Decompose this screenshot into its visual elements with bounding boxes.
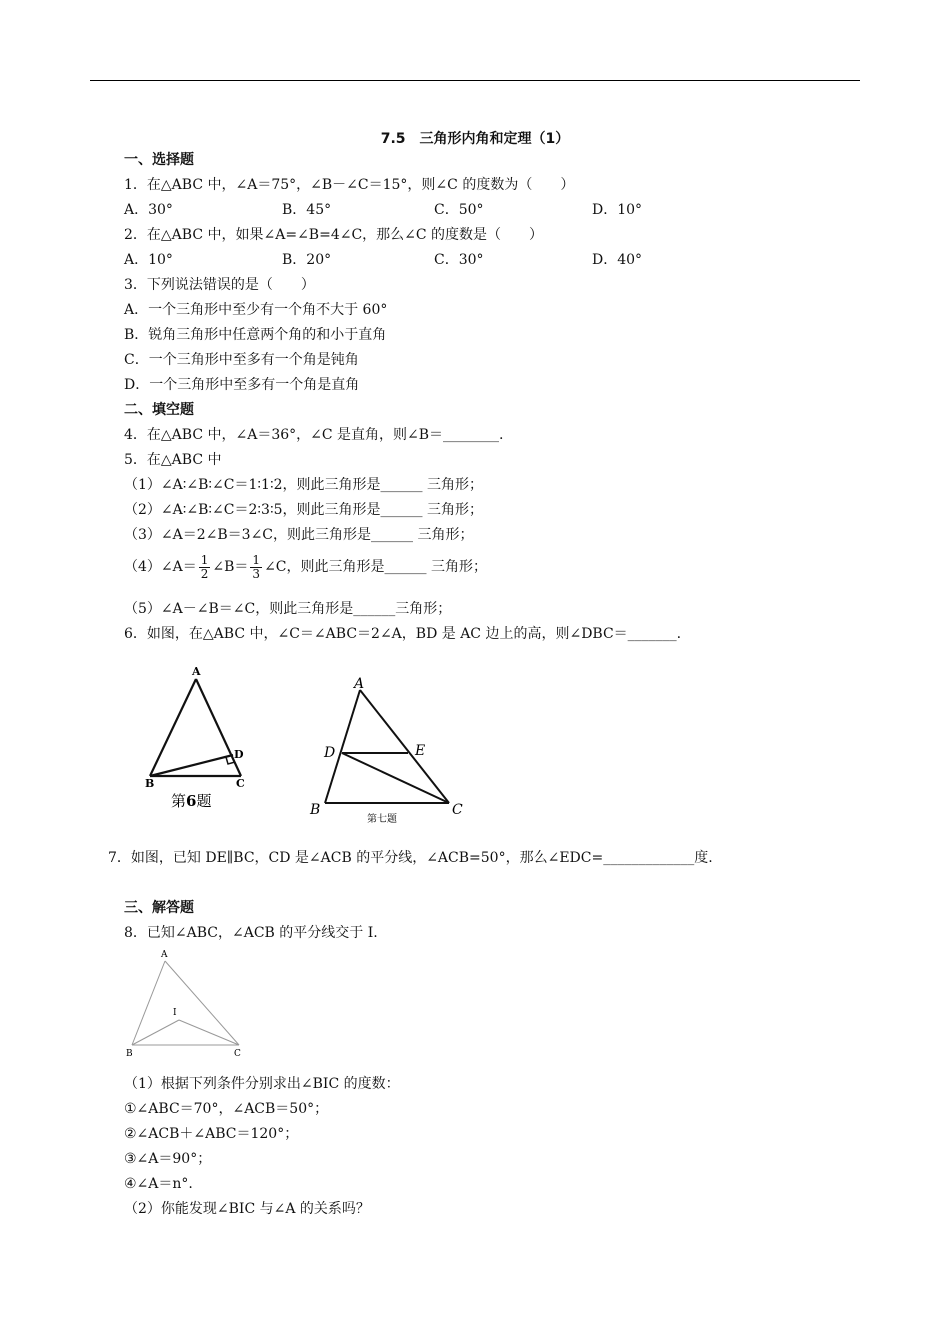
- q2-option-d: D．40°: [592, 252, 643, 268]
- q7: 7．如图，已知 DE∥BC，CD 是∠ACB 的平分线，∠ACB=50°，那么∠EDC=_____________度.: [108, 850, 713, 866]
- section-solve: 三、解答题: [124, 900, 194, 916]
- q3-stem: 3．下列说法错误的是（ ）: [124, 277, 315, 293]
- fig7-caption: 第七题: [367, 814, 397, 825]
- figure-8: [122, 945, 252, 1065]
- q3-option-d: D．一个三角形中至多有一个角是直角: [124, 377, 360, 393]
- q1-option-c: C．50°: [434, 202, 484, 218]
- section-choice: 一、选择题: [124, 152, 194, 168]
- q1-option-b: B．45°: [282, 202, 332, 218]
- q1-stem: 1．在△ABC 中，∠A＝75°，∠B－∠C＝15°，则∠C 的度数为（ ）: [124, 177, 575, 193]
- fig6-label-d: D: [234, 748, 244, 761]
- q5-part4-pre: （4）∠A＝: [124, 559, 197, 575]
- q3-option-a: A．一个三角形中至少有一个角不大于 60°: [124, 302, 388, 318]
- fig6-caption: 第6题: [171, 792, 212, 810]
- q8-cond2: ②∠ACB＋∠ABC＝120°；: [124, 1126, 299, 1142]
- fig8-label-c: C: [234, 1049, 241, 1059]
- q8-cond3: ③∠A＝90°；: [124, 1151, 212, 1167]
- q5-part4-post: ∠C，则此三角形是______ 三角形；: [264, 559, 487, 575]
- fig7-side-ac: [360, 690, 449, 803]
- fig7-label-a: A: [354, 676, 365, 692]
- header-rule: [90, 80, 860, 81]
- q3-option-b: B．锐角三角形中任意两个角的和小于直角: [124, 327, 387, 343]
- q6: 6．如图，在△ABC 中，∠C＝∠ABC＝2∠A，BD 是 AC 边上的高，则∠DBC＝_______.: [124, 626, 682, 642]
- fig8-label-i: I: [173, 1008, 177, 1018]
- q5-part5: （5）∠A－∠B＝∠C，则此三角形是______三角形；: [124, 601, 452, 617]
- q3-option-c: C．一个三角形中至多有一个角是钝角: [124, 352, 359, 368]
- section-fill: 二、填空题: [124, 402, 194, 418]
- q1-option-a: A．30°: [124, 202, 173, 218]
- q8-sub2: （2）你能发现∠BIC 与∠A 的关系吗？: [124, 1201, 370, 1217]
- q8-sub1: （1）根据下列条件分别求出∠BIC 的度数：: [124, 1076, 400, 1092]
- q5-part4: [124, 552, 487, 582]
- q2-stem: 2．在△ABC 中，如果∠A=∠B=4∠C，那么∠C 的度数是（ ）: [124, 227, 544, 243]
- fig6-label-b: B: [145, 777, 155, 790]
- q8-cond4: ④∠A＝n°.: [124, 1176, 193, 1192]
- fig6-label-c: C: [236, 777, 245, 790]
- fig7-label-d: D: [324, 745, 336, 761]
- fig6-side-ab: [150, 679, 196, 776]
- fig8-segment-ci: [179, 1020, 239, 1045]
- page-title: 7.5 三角形内角和定理（1）: [380, 131, 570, 147]
- q5-part1: （1）∠A∶∠B∶∠C＝1∶1∶2，则此三角形是______ 三角形；: [124, 477, 483, 493]
- q4: 4．在△ABC 中，∠A＝36°，∠C 是直角，则∠B＝________.: [124, 427, 504, 443]
- figure-6: [140, 665, 260, 815]
- fig6-label-a: A: [192, 665, 201, 678]
- q8-stem: 8．已知∠ABC，∠ACB 的平分线交于 I.: [124, 925, 378, 941]
- fig8-label-b: B: [126, 1049, 133, 1059]
- fig8-segment-bi: [132, 1020, 179, 1045]
- fig7-label-b: B: [310, 802, 321, 818]
- q2-option-a: A．10°: [124, 252, 173, 268]
- q2-option-c: C．30°: [434, 252, 484, 268]
- q5-stem: 5．在△ABC 中: [124, 452, 222, 468]
- q5-part2: （2）∠A∶∠B∶∠C＝2∶3∶5，则此三角形是______ 三角形；: [124, 502, 483, 518]
- q5-part3: （3）∠A＝2∠B＝3∠C，则此三角形是______ 三角形；: [124, 527, 474, 543]
- fig8-label-a: A: [161, 950, 168, 960]
- fig7-label-e: E: [415, 743, 426, 759]
- q1-option-d: D．10°: [592, 202, 643, 218]
- figure-7: [300, 670, 480, 830]
- q5-part4-mid: ∠B＝: [212, 559, 249, 575]
- fraction-third: $\frac{1}{3}$: [252, 552, 261, 581]
- fraction-half: $\frac{1}{2}$: [200, 552, 209, 581]
- fig7-label-c: C: [452, 802, 463, 818]
- fig7-bisector-cd: [342, 753, 449, 803]
- q8-cond1: ①∠ABC＝70°，∠ACB＝50°；: [124, 1101, 329, 1117]
- fig8-side-ab: [132, 961, 165, 1045]
- fig6-altitude-bd: [150, 755, 233, 776]
- fig8-side-ac: [165, 961, 239, 1045]
- q2-option-b: B．20°: [282, 252, 332, 268]
